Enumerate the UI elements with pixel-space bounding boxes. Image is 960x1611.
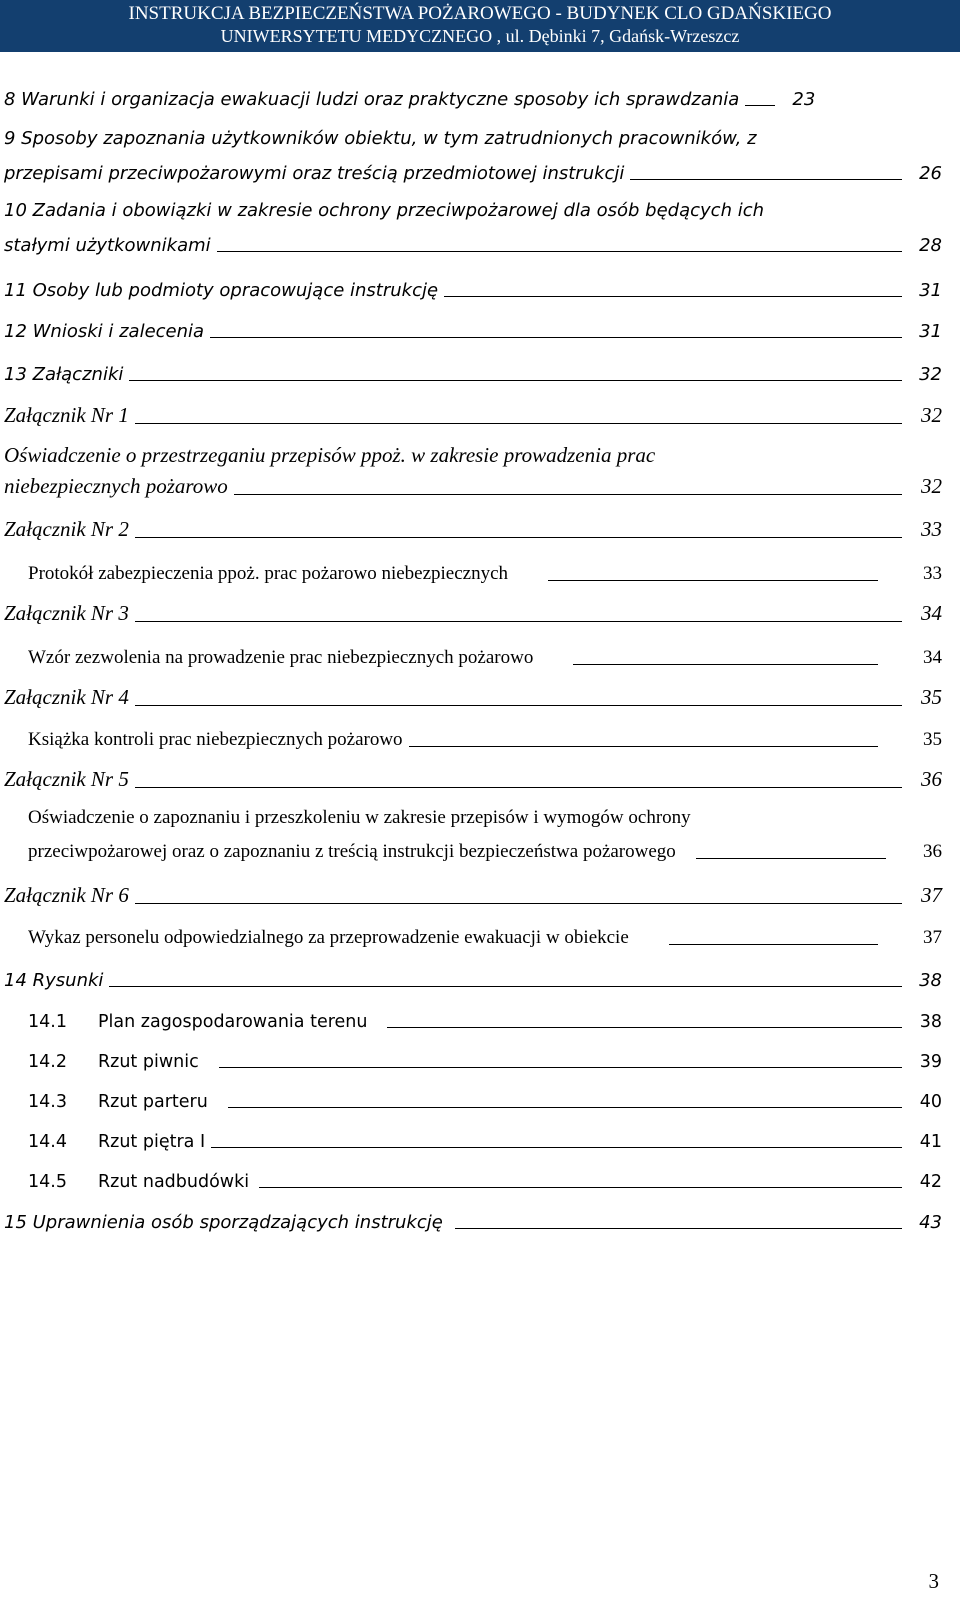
toc-entry-title: przeciwpożarowej oraz o zapoznaniu z treścią instrukcji bezpieczeństwa pożarowego bbox=[28, 841, 676, 862]
toc-leader bbox=[696, 858, 886, 859]
toc-entry-number: 14.1 bbox=[28, 1012, 67, 1032]
toc-page-number: 42 bbox=[919, 1172, 942, 1192]
toc-leader bbox=[409, 746, 878, 747]
toc-entry-title-line1: Oświadczenie o zapoznaniu i przeszkoleniu w zakresie przepisów i wymogów ochrony bbox=[28, 807, 691, 828]
toc-entry-8[interactable] bbox=[0, 82, 960, 110]
toc-entry-title: 15 Uprawnienia osób sporządzających instrukcję bbox=[4, 1212, 443, 1233]
toc-entry-title: Plan zagospodarowania terenu bbox=[98, 1012, 368, 1032]
toc-entry-title: Załącznik Nr 6 bbox=[4, 883, 129, 907]
toc-entry-attachment-6[interactable] bbox=[0, 880, 960, 908]
toc-entry-title: stałymi użytkownikami bbox=[4, 235, 211, 256]
header-line-2: UNIWERSYTETU MEDYCZNEGO , ul. Dębinki 7, Gdańsk-Wrzeszcz bbox=[220, 26, 740, 46]
toc-leader bbox=[135, 903, 902, 904]
toc-page-number: 28 bbox=[919, 235, 942, 256]
toc-entry-title: Załącznik Nr 4 bbox=[4, 685, 129, 709]
toc-entry-attachment-6-list[interactable] bbox=[0, 921, 960, 949]
toc-page-number: 26 bbox=[919, 163, 942, 184]
toc-entry-15[interactable] bbox=[0, 1205, 960, 1233]
toc-entry-number: 14.5 bbox=[28, 1172, 67, 1192]
toc-entry-attachment-5[interactable] bbox=[0, 764, 960, 792]
toc-entry-12[interactable] bbox=[0, 314, 960, 342]
toc-entry-title: Rzut parteru bbox=[98, 1092, 208, 1112]
toc-entry-attachment-2[interactable] bbox=[0, 514, 960, 542]
toc-page-number: 36 bbox=[921, 767, 942, 791]
toc-entry-9[interactable] bbox=[0, 128, 960, 184]
toc-leader bbox=[573, 664, 878, 665]
toc-page-number: 36 bbox=[923, 841, 942, 862]
toc-entry-title: Załącznik Nr 3 bbox=[4, 601, 129, 625]
page-number: 3 bbox=[928, 1569, 939, 1593]
toc-leader bbox=[109, 986, 902, 987]
toc-leader bbox=[135, 537, 902, 538]
toc-entry-number: 14.2 bbox=[28, 1052, 67, 1072]
toc-page-number: 31 bbox=[919, 280, 942, 301]
toc-entry-14[interactable] bbox=[0, 963, 960, 991]
toc-leader bbox=[135, 621, 902, 622]
toc-entry-title: przepisami przeciwpożarowymi oraz treścią przedmiotowej instrukcji bbox=[4, 163, 625, 184]
toc-page-number: 35 bbox=[921, 685, 942, 709]
toc-entry-title: 13 Załączniki bbox=[4, 364, 124, 385]
toc-leader bbox=[234, 494, 902, 495]
toc-leader bbox=[219, 1067, 902, 1068]
toc-leader bbox=[259, 1187, 902, 1188]
toc-entry-title: 11 Osoby lub podmioty opracowujące instrukcję bbox=[4, 280, 439, 301]
toc-leader bbox=[135, 423, 902, 424]
toc-entry-title: Rzut piętra I bbox=[98, 1132, 206, 1152]
toc-entry-title: 14 Rysunki bbox=[4, 970, 104, 991]
toc-page-number: 41 bbox=[919, 1132, 942, 1152]
toc-entry-title: Rzut nadbudówki bbox=[98, 1172, 250, 1192]
toc-page-number: 35 bbox=[923, 729, 942, 750]
toc-entry-title: niebezpiecznych pożarowo bbox=[4, 474, 228, 498]
toc-leader bbox=[669, 944, 878, 945]
toc-page-number: 31 bbox=[919, 321, 942, 342]
toc-entry-title: Wykaz personelu odpowiedzialnego za przeprowadzenie ewakuacji w obiekcie bbox=[28, 927, 629, 948]
toc-leader bbox=[455, 1228, 902, 1229]
toc-entry-attachment-1[interactable] bbox=[0, 400, 960, 428]
toc-entry-14-5[interactable] bbox=[0, 1164, 960, 1192]
toc-entry-title-line1: Oświadczenie o przestrzeganiu przepisów ppoż. w zakresie prowadzenia prac bbox=[4, 443, 656, 467]
toc-entry-attachment-3-permit[interactable] bbox=[0, 641, 960, 669]
toc-entry-title: Rzut piwnic bbox=[98, 1052, 199, 1072]
toc-entry-attachment-1-statement[interactable] bbox=[0, 443, 960, 499]
toc-leader bbox=[211, 1147, 902, 1148]
toc-entry-title: 12 Wnioski i zalecenia bbox=[4, 321, 205, 342]
toc-page-number: 32 bbox=[919, 364, 942, 385]
toc-leader bbox=[745, 105, 775, 106]
toc-entry-title: Wzór zezwolenia na prowadzenie prac niebezpiecznych pożarowo bbox=[28, 647, 534, 668]
toc-leader bbox=[217, 251, 902, 252]
toc-page-number: 33 bbox=[923, 563, 942, 584]
toc-entry-attachment-4-book[interactable] bbox=[0, 723, 960, 751]
toc-entry-14-4[interactable] bbox=[0, 1124, 960, 1152]
toc-leader bbox=[444, 296, 902, 297]
toc-leader bbox=[548, 580, 878, 581]
toc-leader bbox=[129, 380, 902, 381]
toc-leader bbox=[630, 179, 902, 180]
toc-entry-attachment-4[interactable] bbox=[0, 682, 960, 710]
toc-entry-title-line1: 10 Zadania i obowiązki w zakresie ochrony przeciwpożarowej dla osób będących ich bbox=[4, 200, 765, 221]
toc-entry-13[interactable] bbox=[0, 357, 960, 385]
toc-page-number: 34 bbox=[921, 601, 942, 625]
toc-page-number: 39 bbox=[919, 1052, 942, 1072]
toc-entry-14-2[interactable] bbox=[0, 1044, 960, 1072]
document-header bbox=[0, 0, 960, 52]
toc-entry-attachment-3[interactable] bbox=[0, 598, 960, 626]
toc-entry-title: Protokół zabezpieczenia ppoż. prac pożarowo niebezpiecznych bbox=[28, 563, 509, 584]
toc-page-number: 32 bbox=[921, 474, 942, 498]
toc-leader bbox=[210, 337, 902, 338]
toc-leader bbox=[135, 787, 902, 788]
toc-page-number: 38 bbox=[919, 1012, 942, 1032]
toc-entry-attachment-5-statement[interactable] bbox=[0, 807, 960, 863]
toc-leader bbox=[387, 1027, 902, 1028]
toc-leader bbox=[135, 705, 902, 706]
toc-page-number: 40 bbox=[919, 1092, 942, 1112]
toc-entry-title: Załącznik Nr 2 bbox=[4, 517, 129, 541]
toc-entry-14-1[interactable] bbox=[0, 1004, 960, 1032]
toc-entry-number: 14.3 bbox=[28, 1092, 67, 1112]
toc-entry-attachment-2-protocol[interactable] bbox=[0, 557, 960, 585]
toc-entry-title: Załącznik Nr 5 bbox=[4, 767, 129, 791]
toc-page-number: 32 bbox=[921, 403, 942, 427]
toc-entry-14-3[interactable] bbox=[0, 1084, 960, 1112]
toc-leader bbox=[228, 1107, 902, 1108]
toc-page-number: 37 bbox=[923, 927, 942, 948]
toc-entry-title: 8 Warunki i organizacja ewakuacji ludzi oraz praktyczne sposoby ich sprawdzania bbox=[4, 89, 740, 110]
toc-page-number: 43 bbox=[919, 1212, 942, 1233]
header-line-1: INSTRUKCJA BEZPIECZEŃSTWA POŻAROWEGO - BUDYNEK CLO GDAŃSKIEGO bbox=[128, 3, 832, 24]
toc-entry-11[interactable] bbox=[0, 273, 960, 301]
toc-entry-title: Załącznik Nr 1 bbox=[4, 403, 129, 427]
toc-page-number: 34 bbox=[923, 647, 942, 668]
toc-entry-title: Książka kontroli prac niebezpiecznych pożarowo bbox=[28, 729, 403, 750]
toc-page-number: 38 bbox=[919, 970, 942, 991]
toc-entry-number: 14.4 bbox=[28, 1132, 67, 1152]
toc-page-number: 23 bbox=[792, 89, 816, 110]
toc-entry-10[interactable] bbox=[0, 200, 960, 256]
toc-page-number: 37 bbox=[921, 883, 942, 907]
toc-entry-title-line1: 9 Sposoby zapoznania użytkowników obiektu, w tym zatrudnionych pracowników, z bbox=[4, 128, 757, 149]
toc-page-number: 33 bbox=[921, 517, 942, 541]
